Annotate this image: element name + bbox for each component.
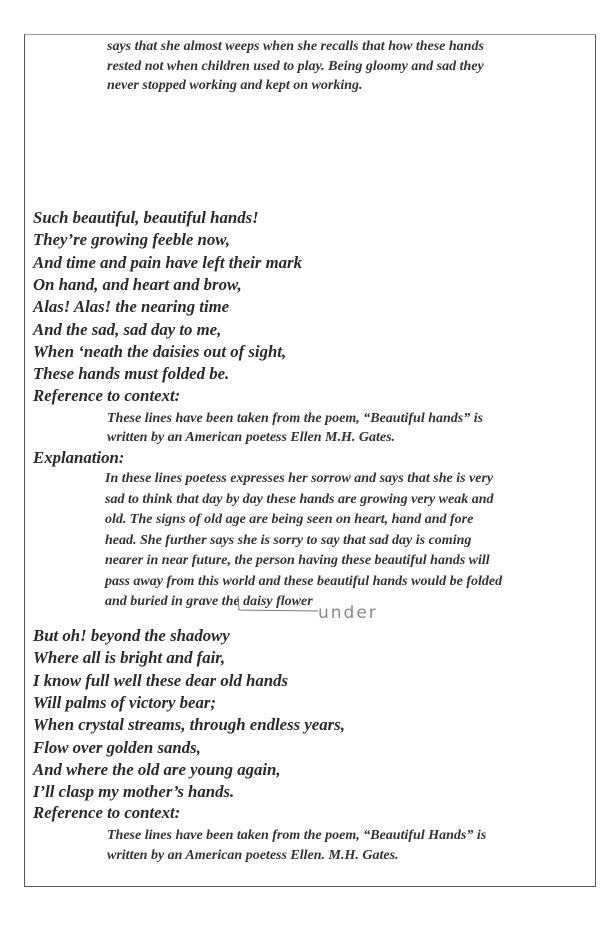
- text-line: nearer in near future, the person having these beautiful hands will: [105, 553, 490, 568]
- text-line: These lines have been taken from the poem, “Beautiful Hands” is: [107, 828, 487, 843]
- poem-line: On hand, and heart and brow,: [33, 275, 242, 295]
- poem-line: They’re growing feeble now,: [33, 230, 230, 250]
- poem-stanza-2: [33, 625, 345, 804]
- text-line: and buried in grave the daisy flower: [105, 594, 313, 609]
- poem-line: Alas! Alas! the nearing time: [33, 297, 230, 317]
- poem-line: I know full well these dear old hands: [33, 670, 289, 690]
- text-line: written by an American poetess Ellen. M.H. Gates.: [107, 848, 399, 863]
- text-line: says that she almost weeps when she recalls that how these hands: [107, 39, 484, 54]
- text-line: sad to think that day by day these hands are growing very weak and: [105, 491, 494, 507]
- poem-line: These hands must folded be.: [33, 364, 230, 384]
- handwritten-insertion-mark: [230, 594, 330, 618]
- poem-line: Will palms of victory bear;: [33, 693, 217, 713]
- poem-line: Such beautiful, beautiful hands!: [33, 208, 259, 227]
- poem-line: When ‘neath the daisies out of sight,: [33, 342, 287, 362]
- poem-line: But oh! beyond the shadowy: [33, 626, 230, 645]
- text-line: head. She further says she is sorry to say that sad day is coming: [105, 532, 472, 548]
- reference-text-1: [107, 409, 587, 447]
- poem-line: When crystal streams, through endless years,: [33, 715, 345, 735]
- poem-line: I’ll clasp my mother’s hands.: [33, 782, 235, 802]
- handwritten-note: under: [318, 603, 378, 623]
- text-line: pass away from this world and these beautiful hands would be folded: [105, 573, 503, 589]
- poem-line: And time and pain have left their mark: [33, 252, 302, 272]
- text-line: old. The signs of old age are being seen on heart, hand and fore: [105, 512, 474, 527]
- text-line: rested not when children used to play. Being gloomy and sad they: [107, 58, 484, 74]
- text-line: written by an American poetess Ellen M.H. Gates.: [107, 430, 396, 445]
- reference-text-2: [107, 826, 587, 866]
- explanation-text: [105, 469, 585, 613]
- reference-heading-1: Reference to context:: [33, 386, 181, 405]
- explanation-heading: Explanation:: [33, 448, 125, 467]
- reference-heading-2: Reference to context:: [33, 803, 181, 822]
- poem-line: And the sad, sad day to me,: [33, 319, 222, 339]
- poem-line: Flow over golden sands,: [33, 737, 201, 757]
- poem-line: Where all is bright and fair,: [33, 648, 226, 668]
- poem-stanza-1: [33, 207, 302, 386]
- text-line: In these lines poetess expresses her sorrow and says that she is very: [105, 471, 494, 486]
- text-line: never stopped working and kept on working.: [107, 78, 363, 94]
- intro-paragraph: [107, 37, 587, 96]
- poem-line: And where the old are young again,: [33, 760, 281, 780]
- text-line: These lines have been taken from the poem, “Beautiful hands” is: [107, 411, 484, 426]
